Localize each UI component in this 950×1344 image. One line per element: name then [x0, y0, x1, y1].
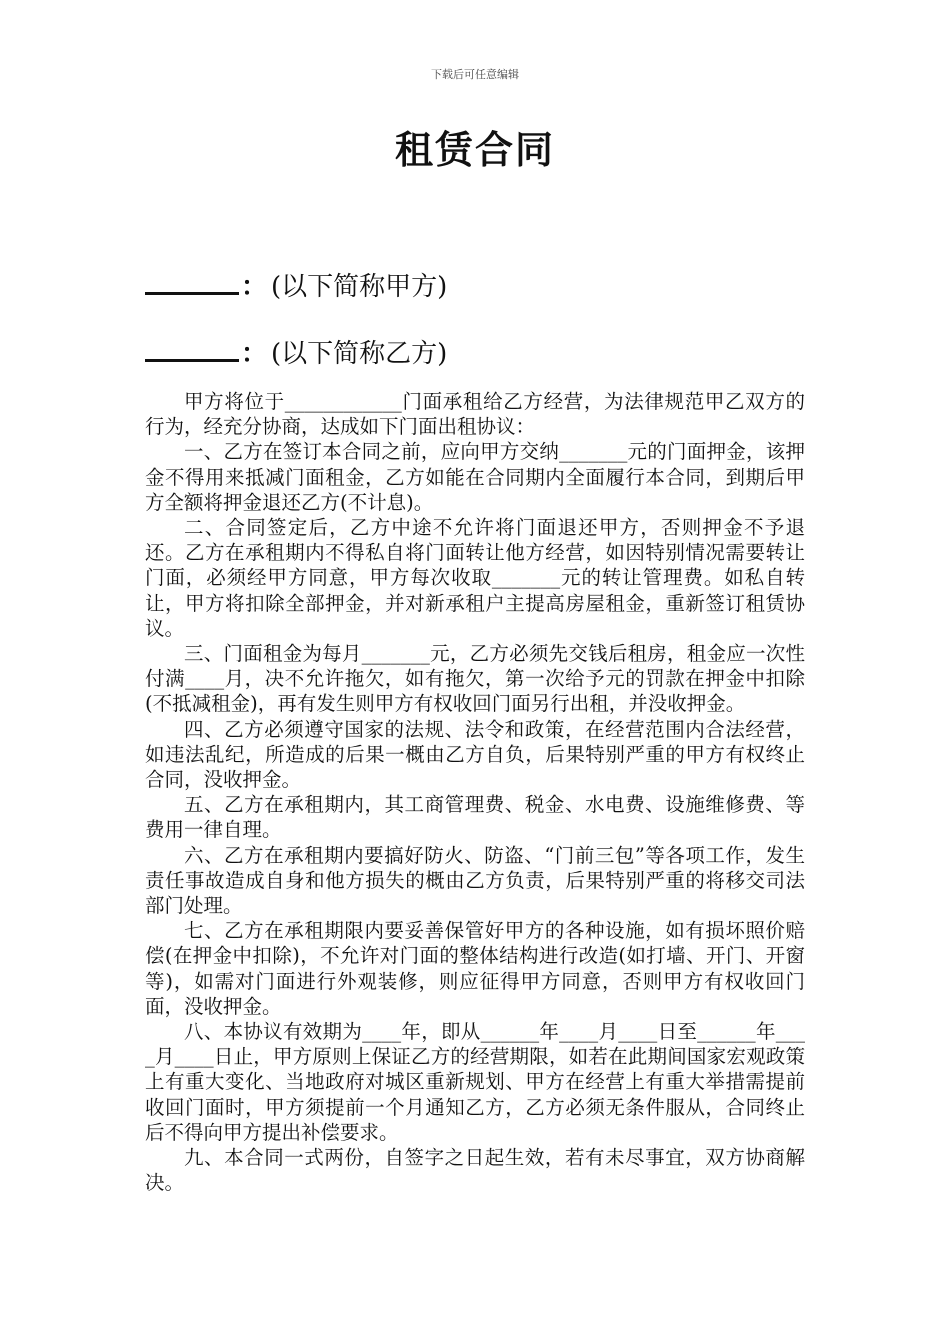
paragraph-clause-1: 一、乙方在签订本合同之前，应向甲方交纳_______元的门面押金，该押金不得用来抵减门面租金，乙方如能在合同期内全面履行本合同，到期后甲方全额将押金退还乙方(不计息)。 [145, 440, 805, 514]
party-a-colon: ： [241, 272, 268, 302]
paragraph-clause-3: 三、门面租金为每月_______元，乙方必须先交钱后租房，租金应一次性付满____月，决不允许拖欠，如有拖欠，第一次给予元的罚款在押金中扣除(不抵减租金)，再有发生则甲方有权收回门面另行出租，并没收押金。 [145, 642, 805, 716]
party-a-label: (以下简称甲方) [271, 272, 448, 302]
paragraph-clause-7: 七、乙方在承租期限内要妥善保管好甲方的各种设施，如有损坏照价赔偿(在押金中扣除)，不允许对门面的整体结构进行改造(如打墙、开门、开窗等)，如需对门面进行外观装修，则应征得甲方同意，否则甲方有权收回门面，没收押金。 [145, 919, 805, 1018]
party-a-name-blank [145, 266, 239, 295]
paragraph-clause-9: 九、本合同一式两份，自签字之日起生效，若有未尽事宜，双方协商解决。 [145, 1146, 805, 1195]
document-title: 租赁合同 [394, 127, 555, 172]
contract-body [145, 389, 805, 1196]
party-a-line [145, 266, 447, 305]
page-header-note: 下载后可任意编辑 [431, 68, 519, 81]
party-b-line [145, 333, 447, 372]
paragraph-clause-2: 二、合同签定后，乙方中途不允许将门面退还甲方，否则押金不予退还。乙方在承租期内不得私自将门面转让他方经营，如因特别情况需要转让门面，必须经甲方同意，甲方每次收取_______元的转让管理费。如私自转让，甲方将扣除全部押金，并对新承租户主提高房屋租金，重新签订租赁协议。 [145, 516, 805, 640]
paragraph-clause-5: 五、乙方在承租期内，其工商管理费、税金、水电费、设施维修费、等费用一律自理。 [145, 793, 805, 842]
party-b-label: (以下简称乙方) [271, 339, 448, 369]
paragraph-intro: 甲方将位于____________门面承租给乙方经营，为法律规范甲乙双方的行为，经充分协商，达成如下门面出租协议： [145, 390, 805, 439]
paragraph-clause-8: 八、本协议有效期为____年，即从______年____月____日至______年____月____日止，甲方原则上保证乙方的经营期限，如若在此期间国家宏观政策上有重大变化、当地政府对城区重新规划、甲方在经营上有重大举措需提前收回门面时，甲方须提前一个月通知乙方，乙方必须无条件服从，合同终止后不得向甲方提出补偿要求。 [145, 1020, 805, 1144]
party-b-name-blank [145, 333, 239, 362]
paragraph-clause-6: 六、乙方在承租期内要搞好防火、防盗、“门前三包”等各项工作，发生责任事故造成自身和他方损失的概由乙方负责，后果特别严重的将移交司法部门处理。 [145, 843, 805, 918]
paragraph-clause-4: 四、乙方必须遵守国家的法规、法令和政策，在经营范围内合法经营，如违法乱纪，所造成的后果一概由乙方自负，后果特别严重的甲方有权终止合同，没收押金。 [145, 717, 805, 792]
party-b-colon: ： [241, 339, 268, 369]
